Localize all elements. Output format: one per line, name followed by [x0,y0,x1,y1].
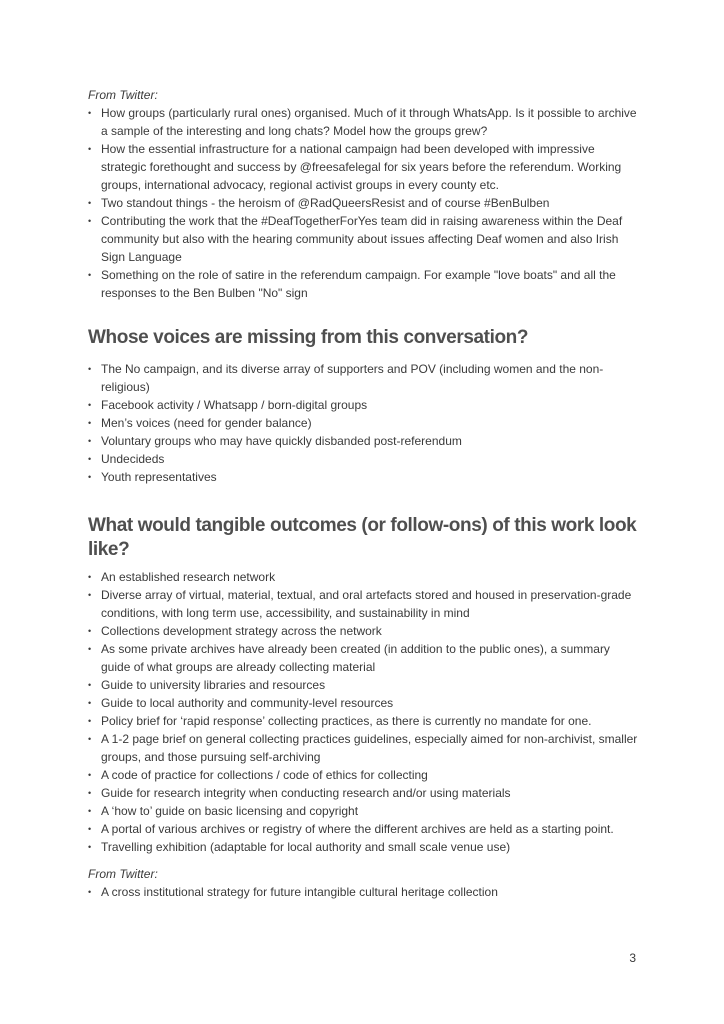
bullet-marker: • [88,824,92,834]
bullet-marker: • [88,418,92,428]
list-item-text: A cross institutional strategy for future intangible cultural heritage collection [101,885,498,899]
list-item-text: Undecideds [101,452,165,466]
bullet-marker: • [88,644,92,654]
bullet-marker: • [88,626,92,636]
from-twitter-label: From Twitter: [88,867,158,881]
list-item [88,676,640,694]
bullet-marker: • [88,270,92,280]
bullet-marker: • [88,436,92,446]
list-item-text: The No campaign, and its diverse array of supporters and POV (including women and the non-religious) [101,362,604,394]
twitter-notes-list [88,104,640,302]
bullet-marker: • [88,770,92,780]
list-item-text: As some private archives have already been created (in addition to the public ones), a summary guide of what groups are already collecting material [101,642,610,674]
list-item-text: Travelling exhibition (adaptable for local authority and small scale venue use) [101,840,511,854]
list-item [88,586,640,622]
heading-missing-voices: Whose voices are missing from this conversation? [88,327,529,348]
list-item [88,622,640,640]
list-item-text: Policy brief for ‘rapid response’ collecting practices, as there is currently no mandate for one. [101,714,592,728]
bullet-marker: • [88,590,92,600]
list-item [88,730,640,766]
bullet-marker: • [88,198,92,208]
list-item-text: Men’s voices (need for gender balance) [101,416,312,430]
page-content [88,86,640,901]
list-item-text: A code of practice for collections / code of ethics for collecting [101,768,428,782]
list-item [88,766,640,784]
list-item-text: Guide to university libraries and resources [101,678,326,692]
list-item-text: Two standout things - the heroism of @RadQueersResist and of course #BenBulben [101,196,550,210]
list-item-text: How the essential infrastructure for a national campaign had been developed with impressive strategic forethought and success by @freesafelegal for six years before the referendum. Working groups, international advocacy, regional activist groups in every county etc. [101,142,622,192]
list-item [88,396,640,414]
list-item-text: Contributing the work that the #DeafTogetherForYes team did in raising awareness within the Deaf community but also with the hearing community about issues affecting Deaf women and also Irish Sign Language [101,214,623,264]
list-item [88,414,640,432]
bullet-marker: • [88,887,92,897]
bullet-marker: • [88,716,92,726]
list-item-text: A ‘how to’ guide on basic licensing and copyright [101,804,359,818]
bullet-marker: • [88,734,92,744]
list-item-text: Diverse array of virtual, material, textual, and oral artefacts stored and housed in preservation-grade conditions, with long term use, accessibility, and sustainability in mind [101,588,632,620]
list-item [88,784,640,802]
list-item [88,820,640,838]
list-item-text: How groups (particularly rural ones) organised. Much of it through WhatsApp. Is it possible to archive a sample of the interesting and long chats? Model how the groups grew? [101,106,637,138]
bullet-marker: • [88,842,92,852]
list-item-text: An established research network [101,570,276,584]
list-item [88,712,640,730]
list-item [88,104,640,140]
bullet-marker: • [88,472,92,482]
list-item-text: A portal of various archives or registry of where the different archives are held as a starting point. [101,822,614,836]
bullet-marker: • [88,216,92,226]
bullet-marker: • [88,144,92,154]
list-item [88,640,640,676]
twitter-notes-list-2 [88,883,640,901]
list-item [88,360,640,396]
list-item-text: Guide for research integrity when conducting research and/or using materials [101,786,511,800]
bullet-marker: • [88,572,92,582]
list-item-text: Guide to local authority and community-level resources [101,696,394,710]
list-item-text: Voluntary groups who may have quickly disbanded post-referendum [101,434,462,448]
bullet-marker: • [88,680,92,690]
list-item-text: A 1-2 page brief on general collecting practices guidelines, especially aimed for non-archivist, smaller groups, and those pursuing self-archiving [101,732,638,764]
list-item [88,140,640,194]
list-item [88,266,640,302]
list-item [88,838,640,856]
list-item [88,694,640,712]
list-item [88,450,640,468]
bullet-marker: • [88,400,92,410]
list-item [88,568,640,586]
missing-voices-list [88,360,640,486]
tangible-outcomes-list [88,568,640,856]
from-twitter-label: From Twitter: [88,88,158,102]
list-item [88,802,640,820]
bullet-marker: • [88,788,92,798]
list-item-text: Facebook activity / Whatsapp / born-digital groups [101,398,368,412]
bullet-marker: • [88,364,92,374]
bullet-marker: • [88,806,92,816]
page-number: 3 [629,951,636,965]
list-item-text: Collections development strategy across the network [101,624,382,638]
list-item [88,194,640,212]
bullet-marker: • [88,108,92,118]
list-item-text: Youth representatives [101,470,217,484]
bullet-marker: • [88,454,92,464]
list-item [88,468,640,486]
bullet-marker: • [88,698,92,708]
list-item [88,883,640,901]
list-item [88,432,640,450]
list-item [88,212,640,266]
list-item-text: Something on the role of satire in the referendum campaign. For example "love boats" and all the responses to the Ben Bulben "No" sign [101,268,616,300]
heading-tangible-outcomes: What would tangible outcomes (or follow-ons) of this work look like? [88,515,637,560]
